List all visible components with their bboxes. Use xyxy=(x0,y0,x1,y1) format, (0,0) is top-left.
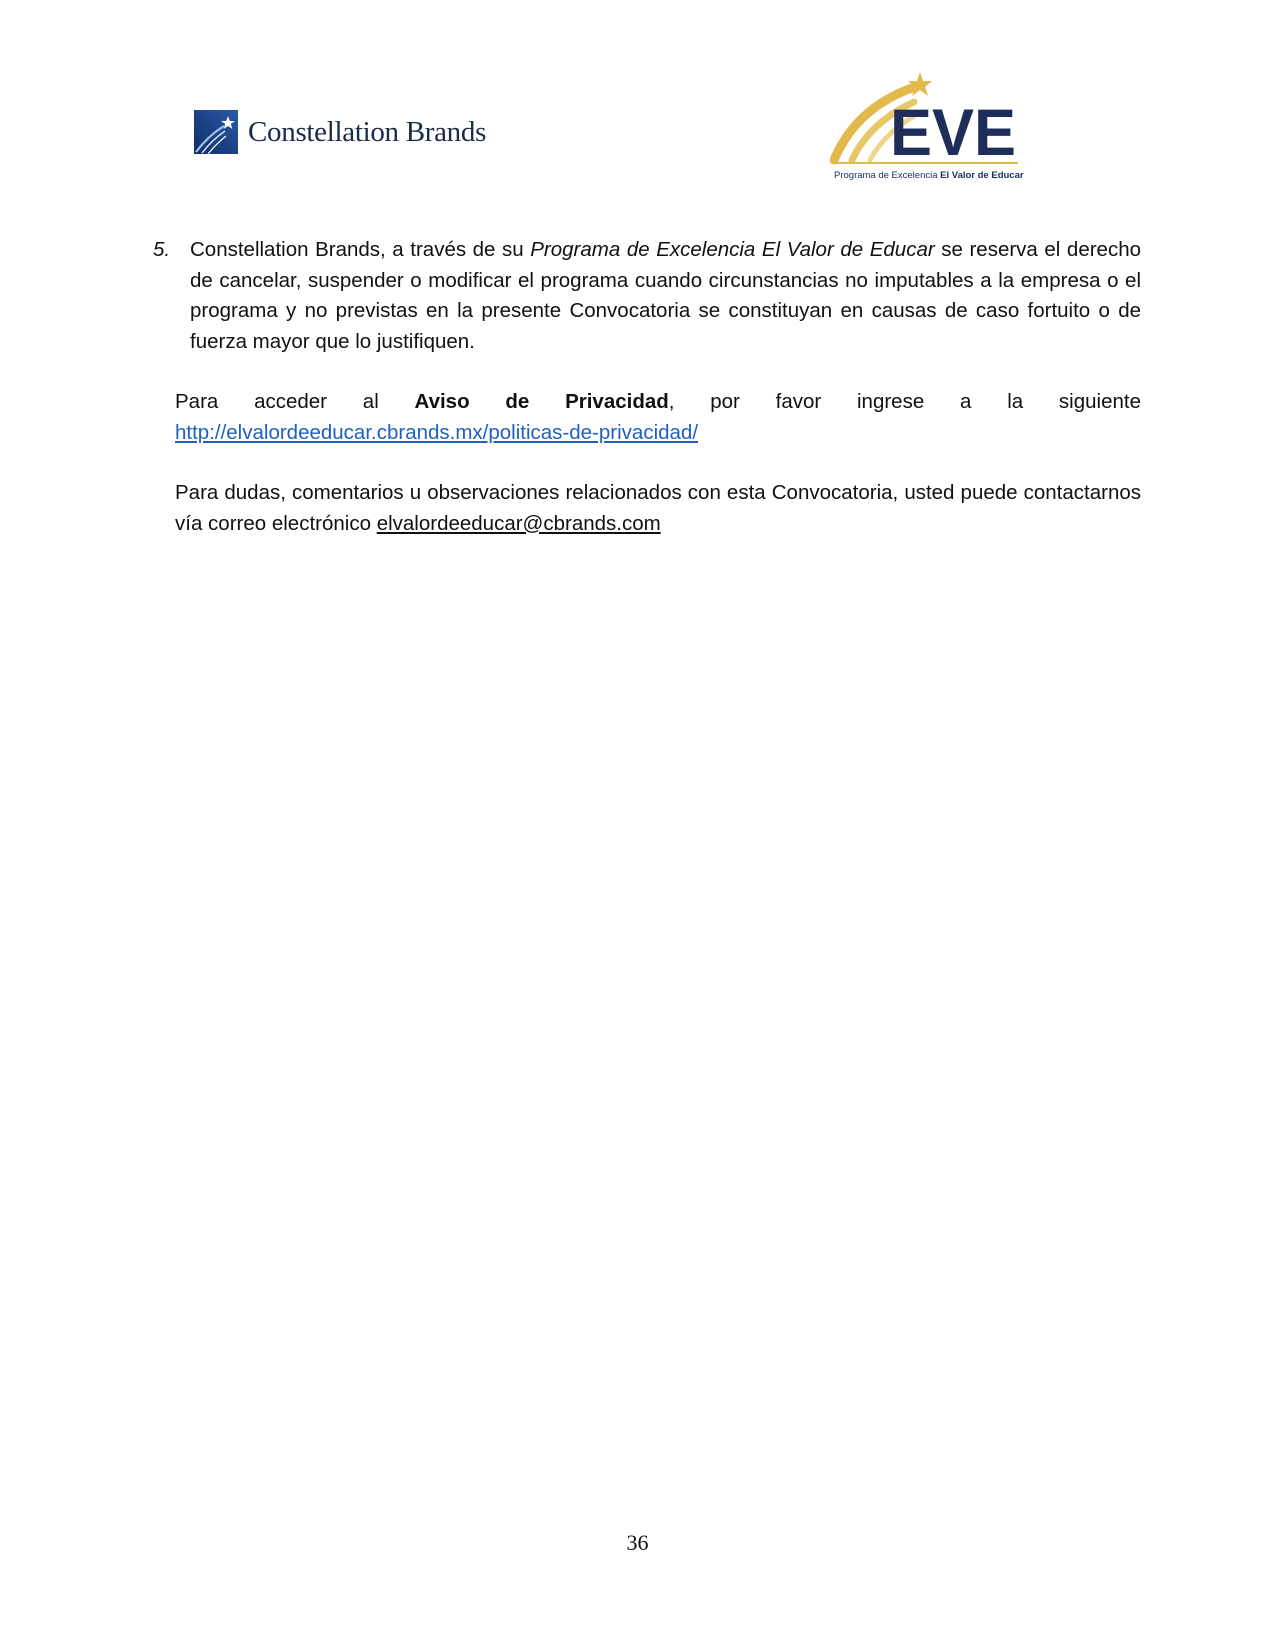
privacy-notice-bold: Aviso de Privacidad xyxy=(414,390,669,413)
privacy-line xyxy=(175,387,1141,418)
constellation-star-icon xyxy=(194,110,238,154)
eve-logo xyxy=(830,70,1030,186)
contact-email-link[interactable]: elvalordeeducar@cbrands.com xyxy=(376,511,661,535)
privacy-link-line xyxy=(175,418,1141,449)
item5-text-before: Constellation Brands, a través de su xyxy=(190,238,531,261)
eve-shooting-star-graphic xyxy=(830,70,1030,170)
eve-caption-bold: El Valor de Educar xyxy=(940,170,1024,181)
privacy-text-before: Para acceder al xyxy=(175,390,415,413)
document-body xyxy=(153,235,1141,539)
privacy-paragraph xyxy=(175,387,1141,448)
constellation-brands-logo xyxy=(194,110,486,154)
company-name: Constellation Brands xyxy=(248,115,487,148)
eve-caption xyxy=(834,170,1034,181)
program-name-italic: Programa de Excelencia El Valor de Educar xyxy=(530,238,935,261)
contact-paragraph xyxy=(175,478,1141,539)
list-item-number: 5. xyxy=(153,238,171,261)
eve-caption-prefix: Programa de Excelencia xyxy=(834,170,941,181)
eve-logo-text: EVE xyxy=(890,95,1016,169)
privacy-policy-link[interactable]: http://elvalordeeducar.cbrands.mx/politicas-de-privacidad/ xyxy=(175,420,699,444)
list-item-5 xyxy=(153,235,1141,357)
item5-text-after: se reserva el derecho de cancelar, suspender o modificar el programa cuando circunstancias no imputables a la empresa o el programa y no previstas en la presente Convocatoria se constituyan en causas de caso fortuito o de fuerza mayor que lo justifiquen. xyxy=(190,238,1141,353)
contact-text: Para dudas, comentarios u observaciones relacionados con esta Convocatoria, usted puede contactarnos vía correo electrónico xyxy=(175,481,1141,535)
privacy-text-after: , por favor ingrese a la siguiente xyxy=(668,390,1141,413)
page-number: 36 xyxy=(626,1530,649,1555)
